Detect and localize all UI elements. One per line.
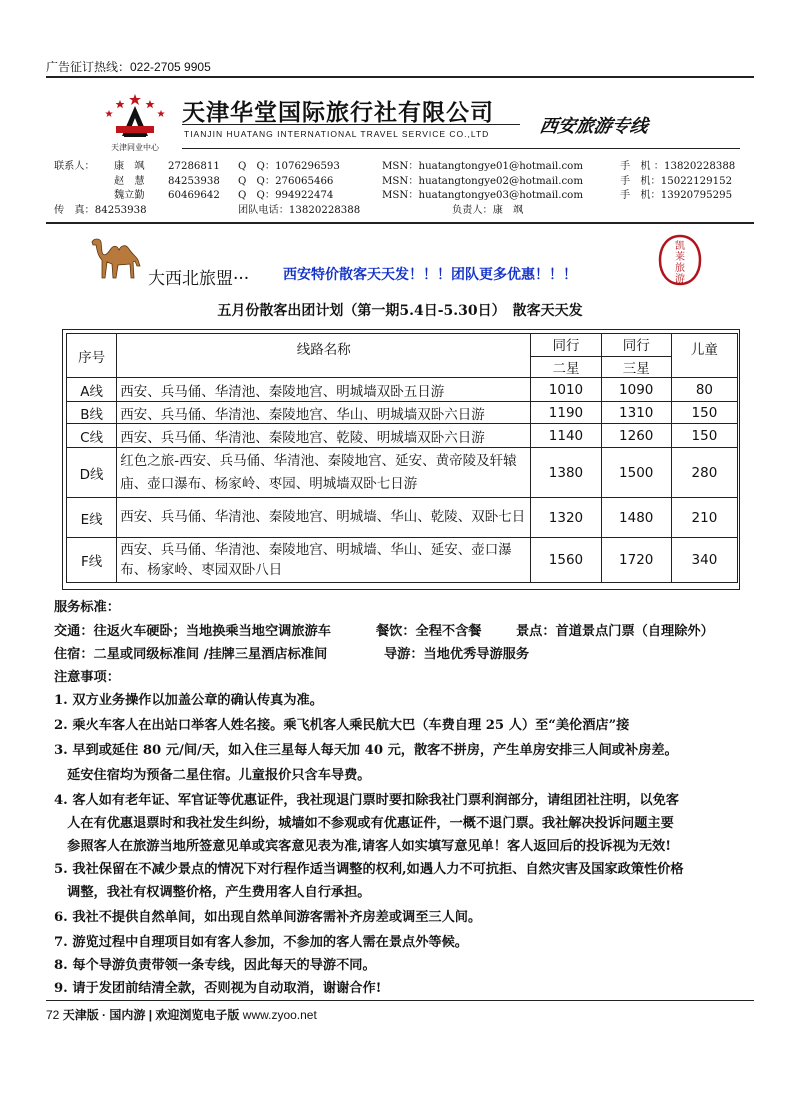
contact-mobile: 手 机：13920795295 <box>620 190 733 202</box>
promo-banner <box>88 232 708 292</box>
contact-qq: Q Q：276065466 <box>238 175 334 187</box>
seal-char: 凯 <box>675 241 685 252</box>
company-name-cn: 天津华堂国际旅行社有限公司 <box>182 99 494 126</box>
table-row <box>67 498 738 538</box>
note-item: 延安住宿均为预备二星住宿。儿童报价只含车导费。 <box>54 768 371 783</box>
service-meals: 餐饮：全程不含餐 <box>376 624 482 639</box>
route-line: B线 <box>67 402 117 424</box>
price-2star: 1320 <box>531 498 601 538</box>
route-line: F线 <box>67 538 117 583</box>
price-2star: 1560 <box>531 538 601 583</box>
price-3star: 1500 <box>601 448 671 498</box>
seal-char: 莱 <box>675 252 685 263</box>
price-child: 150 <box>671 424 737 448</box>
price-2star: 1380 <box>531 448 601 498</box>
page-number: 72 <box>46 1008 60 1022</box>
note-item: 4. 客人如有老年证、军官证等优惠证件，我社现退门票时要扣除我社门票利润部分，请组团社注明，以免客 <box>54 793 679 808</box>
note-item: 人在有优惠退票时和我社发生纠纷，城墙如不参观或有优惠证件，一概不退门票。我社解决投诉问题主要 <box>54 816 674 831</box>
team-phone: 团队电话：13820228388 <box>238 204 361 216</box>
price-3star: 1720 <box>601 538 671 583</box>
header-no: 序号 <box>67 334 117 378</box>
top-divider <box>46 76 754 78</box>
table-row <box>67 378 738 402</box>
table-row <box>67 448 738 498</box>
notes-title: 注意事项： <box>54 670 120 685</box>
note-item: 1. 双方业务操作以加盖公章的确认传真为准。 <box>54 693 323 708</box>
contact-msn: MSN：huatangtongye03@hotmail.com <box>382 190 583 202</box>
price-child: 340 <box>671 538 737 583</box>
plan-title: 五月份散客出团计划（第一期5.4日-5.30日） 散客天天发 <box>217 303 583 319</box>
header-price-3star <box>601 334 671 378</box>
note-item: 2. 乘火车客人在出站口举客人姓名接。乘飞机客人乘民航大巴（车费自理 25 人）至“美伦酒店”接 <box>54 718 630 733</box>
alliance-label: 大西北旅盟··· <box>148 269 250 289</box>
contact-name: 魏立勤 <box>114 190 145 202</box>
footer-section: 天津版 · 国内游 <box>62 1008 146 1022</box>
company-name-en: TIANJIN HUATANG INTERNATIONAL TRAVEL SERVICE CO.,LTD <box>184 129 490 139</box>
seal-char: 旅 <box>675 263 685 274</box>
service-lodging: 住宿：二星或同级标准间 /挂牌三星酒店标准间 <box>54 647 328 662</box>
header-price-sub: 二星 <box>531 356 600 377</box>
route-name: 西安、兵马俑、华清池、秦陵地宫、明城墙双卧五日游 <box>117 378 531 402</box>
route-name: 西安、兵马俑、华清池、秦陵地宫、明城墙、华山、延安、壶口瀑布、杨家岭、枣园双卧八日 <box>117 538 531 583</box>
footer-separator: | <box>148 1008 153 1022</box>
service-sights: 景点：首道景点门票（自理除外） <box>516 624 714 639</box>
promo-text: 西安特价散客天天发！！！团队更多优惠！！！ <box>283 267 577 283</box>
logo-caption: 天津同业中心 <box>111 143 159 152</box>
contact-phone: 84253938 <box>168 175 220 187</box>
company-rule <box>182 124 520 125</box>
note-item: 6. 我社不提供自然单间，如出现自然单间游客需补齐房差或调至三人间。 <box>54 910 482 925</box>
contacts-divider <box>46 222 754 224</box>
table-row <box>67 402 738 424</box>
route-name: 红色之旅-西安、兵马俑、华清池、秦陵地宫、延安、黄帝陵及轩辕庙、壶口瀑布、杨家岭、枣园、明城墙双卧七日游 <box>117 448 531 498</box>
price-3star: 1310 <box>601 402 671 424</box>
contact-qq: Q Q：994922474 <box>238 190 334 202</box>
table-row <box>67 538 738 583</box>
header-price-2star <box>531 334 601 378</box>
contact-row <box>54 160 754 175</box>
header-rule <box>182 148 740 149</box>
contact-mobile: 手 机 ：13820228388 <box>620 161 736 172</box>
contact-msn: MSN：huatangtongye01@hotmail.com <box>382 161 583 172</box>
price-2star: 1190 <box>531 402 601 424</box>
table-row <box>67 424 738 448</box>
service-guide: 导游：当地优秀导游服务 <box>384 647 530 662</box>
contact-qq: Q Q：1076296593 <box>238 161 340 172</box>
note-item: 5. 我社保留在不减少景点的情况下对行程作适当调整的权利,如遇人力不可抗拒、自然灾害及国家政策性价格 <box>54 862 684 877</box>
price-child: 80 <box>671 378 737 402</box>
service-title: 服务标准： <box>54 600 120 615</box>
note-item: 7. 游览过程中自理项目如有客人参加，不参加的客人需在景点外等候。 <box>54 935 468 950</box>
footer-url[interactable]: www.zyoo.net <box>242 1008 317 1022</box>
route-name: 西安、兵马俑、华清池、秦陵地宫、乾陵、明城墙双卧六日游 <box>117 424 531 448</box>
header-price-label: 同行 <box>622 338 650 354</box>
seal-char: 游 <box>675 274 685 285</box>
ad-hotline: 广告征订热线：022-2705 9905 <box>46 60 211 74</box>
contact-row <box>54 189 754 204</box>
contact-label: 联系人： <box>54 161 95 172</box>
note-item: 9. 请于发团前结清全款，否则视为自动取消，谢谢合作! <box>54 981 382 996</box>
page-footer <box>46 1006 317 1023</box>
contact-phone: 60469642 <box>168 190 220 202</box>
header-child: 儿童 <box>671 334 737 378</box>
route-name: 西安、兵马俑、华清池、秦陵地宫、明城墙、华山、乾陵、双卧七日 <box>117 498 531 538</box>
route-table <box>66 333 738 583</box>
route-line: C线 <box>67 424 117 448</box>
footer-promo: 欢迎浏览电子版 <box>155 1008 240 1022</box>
contact-row <box>54 175 754 190</box>
note-item: 8. 每个导游负责带领一条专线，因此每天的导游不同。 <box>54 958 376 973</box>
contact-mobile: 手 机：15022129152 <box>620 175 733 187</box>
company-header <box>100 92 740 158</box>
seal-logo <box>656 232 704 288</box>
contact-name: 康 飒 <box>114 161 145 172</box>
price-2star: 1140 <box>531 424 601 448</box>
service-transport: 交通：往返火车硬卧；当地换乘当地空调旅游车 <box>54 624 331 639</box>
price-child: 210 <box>671 498 737 538</box>
table-header-row <box>67 334 738 378</box>
note-item: 3. 早到或延住 80 元/间/天，如入住三星每人每天加 40 元，散客不拼房，产生单房安排三人间或补房差。 <box>54 743 678 758</box>
route-line: E线 <box>67 498 117 538</box>
contact-block <box>54 160 754 218</box>
header-route: 线路名称 <box>117 334 531 378</box>
contact-phone: 27286811 <box>168 161 220 172</box>
header-price-sub: 三星 <box>602 356 671 377</box>
price-child: 280 <box>671 448 737 498</box>
price-2star: 1010 <box>531 378 601 402</box>
footer-divider <box>46 1000 754 1001</box>
header-price-label: 同行 <box>552 338 580 354</box>
route-name: 西安、兵马俑、华清池、秦陵地宫、华山、明城墙双卧六日游 <box>117 402 531 424</box>
note-item: 参照客人在旅游当地所签意见单或宾客意见表为准,请客人如实填写意见单！客人返回后的投诉视为无效! <box>54 839 672 854</box>
contact-msn: MSN：huatangtongye02@hotmail.com <box>382 175 583 187</box>
contact-row <box>54 204 754 219</box>
route-line: D线 <box>67 448 117 498</box>
camel-icon <box>88 232 150 284</box>
manager: 负责人：康 飒 <box>452 204 524 216</box>
route-line: A线 <box>67 378 117 402</box>
price-3star: 1480 <box>601 498 671 538</box>
route-title: 西安旅游专线 <box>538 116 650 137</box>
contact-name: 赵 慧 <box>114 175 145 187</box>
price-3star: 1260 <box>601 424 671 448</box>
price-child: 150 <box>671 402 737 424</box>
price-3star: 1090 <box>601 378 671 402</box>
fax-number: 传 真：84253938 <box>54 204 147 216</box>
note-item: 调整，我社有权调整价格，产生费用客人自行承担。 <box>54 885 371 900</box>
